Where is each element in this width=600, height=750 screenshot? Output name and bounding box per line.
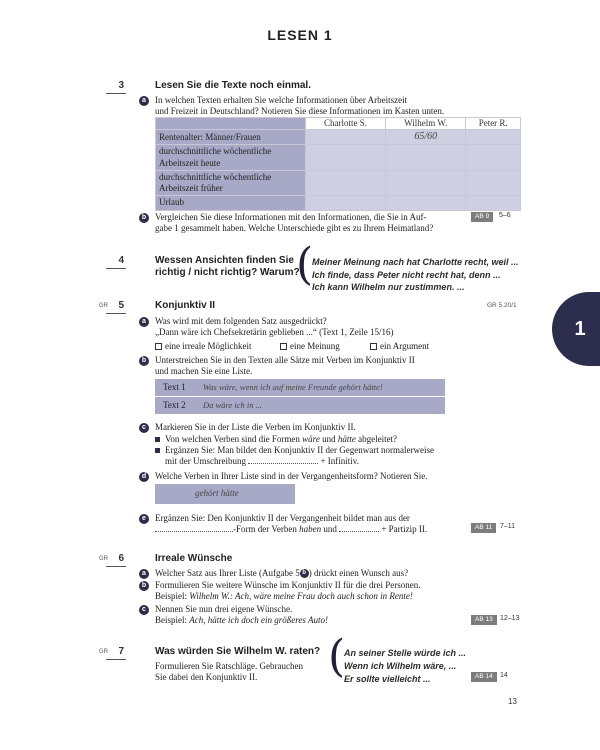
checkbox-icon[interactable] bbox=[280, 343, 287, 350]
table-cell[interactable] bbox=[386, 170, 466, 196]
exercise-heading: Wessen Ansichten finden Sie bbox=[155, 255, 294, 266]
exercise-number: 7 bbox=[106, 646, 126, 660]
exercise-number: 4 bbox=[106, 255, 126, 269]
bullet-e: e bbox=[139, 514, 149, 524]
workbook-ref-badge: AB 11 bbox=[471, 523, 496, 533]
speech-prompt: Er sollte vielleicht ... bbox=[344, 674, 431, 684]
exercise-heading: Lesen Sie die Texte noch einmal. bbox=[155, 80, 311, 91]
example-text: Beispiel: Wilhelm W.: Ach, wäre meine Frau doch auch schon in Rente! bbox=[155, 591, 413, 601]
checkbox-icon[interactable] bbox=[370, 343, 377, 350]
info-table bbox=[155, 117, 521, 211]
table-row-label: Urlaub bbox=[156, 196, 306, 210]
answer-box[interactable] bbox=[155, 484, 295, 504]
instruction-text: und machen Sie eine Liste. bbox=[155, 366, 253, 376]
bullet-d: d bbox=[139, 472, 149, 482]
instruction-text: Ergänzen Sie: Den Konjunktiv II der Vergangenheit bildet man aus der bbox=[155, 513, 410, 523]
sub-instruction: Ergänzen Sie: Man bildet den Konjunktiv II der Gegenwart normalerweise bbox=[155, 445, 434, 456]
table-cell[interactable] bbox=[306, 170, 386, 196]
list-row-label: Text 2 bbox=[163, 400, 186, 410]
bullet-b: b bbox=[139, 356, 149, 366]
option-argument[interactable] bbox=[370, 341, 429, 352]
table-cell[interactable] bbox=[466, 145, 521, 171]
bullet-c: c bbox=[139, 423, 149, 433]
table-row-label: durchschnittliche wöchentliche Arbeitszeit früher bbox=[156, 170, 306, 196]
bullet-a: a bbox=[139, 317, 149, 327]
table-header bbox=[156, 118, 306, 130]
workbook-ref-number: 5–6 bbox=[499, 212, 511, 219]
grammar-tag: GR bbox=[99, 649, 108, 655]
exercise-heading: Was würden Sie Wilhelm W. raten? bbox=[155, 646, 321, 657]
grammar-tag: GR bbox=[99, 303, 108, 309]
workbook-ref-badge: AB 13 bbox=[471, 615, 497, 625]
exercise-heading: Konjunktiv II bbox=[155, 300, 215, 311]
workbook-ref-number: 7–11 bbox=[500, 523, 516, 530]
bullet-b: b bbox=[139, 581, 149, 591]
list-row-value[interactable]: Da wäre ich in ... bbox=[203, 400, 262, 410]
example-text: Beispiel: Ach, hätte ich doch ein größeres Auto! bbox=[155, 615, 328, 625]
bullet-a: a bbox=[139, 569, 149, 579]
option-irreal[interactable] bbox=[155, 341, 251, 352]
option-label: eine Meinung bbox=[290, 341, 340, 351]
exercise-number: 6 bbox=[106, 553, 126, 567]
speech-prompt: Wenn ich Wilhelm wäre, ... bbox=[344, 661, 457, 671]
table-cell[interactable] bbox=[466, 170, 521, 196]
table-cell[interactable] bbox=[386, 145, 466, 171]
table-cell[interactable] bbox=[306, 145, 386, 171]
sub-instruction: Von welchen Verben sind die Formen wäre und hätte abgeleitet? bbox=[155, 434, 397, 445]
option-label: eine irreale Möglichkeit bbox=[165, 341, 252, 351]
bullet-b: b bbox=[139, 213, 149, 223]
instruction-text: Welche Verben in Ihrer Liste sind in der Vergangenheitsform? Notieren Sie. bbox=[155, 471, 428, 481]
workbook-ref-number: 14 bbox=[500, 672, 508, 679]
page-number: 13 bbox=[508, 697, 517, 706]
bracket-decoration: ( bbox=[296, 239, 314, 290]
sub-instruction-cont: mit der Umschreibung + Infinitiv. bbox=[165, 456, 359, 466]
table-cell[interactable] bbox=[306, 130, 386, 145]
instruction-text: Welcher Satz aus Ihrer Liste (Aufgabe 5 b ) drückt einen Wunsch aus? bbox=[155, 568, 409, 578]
fill-in-blank[interactable] bbox=[248, 463, 318, 464]
speech-prompt: Meiner Meinung nach hat Charlotte recht, weil ... bbox=[312, 257, 519, 267]
speech-prompt: Ich finde, dass Peter nicht recht hat, denn ... bbox=[312, 270, 501, 280]
instruction-text: Sie dabei den Konjunktiv II. bbox=[155, 672, 258, 682]
bracket-decoration: ( bbox=[328, 631, 346, 682]
list-row-label: Text 1 bbox=[163, 382, 186, 392]
square-bullet-icon bbox=[155, 448, 160, 453]
exercise-heading: Irreale Wünsche bbox=[155, 553, 233, 564]
instruction-text: Nennen Sie nun drei eigene Wünsche. bbox=[155, 604, 293, 614]
page-title: LESEN 1 bbox=[267, 27, 333, 43]
instruction-text: Markieren Sie in der Liste die Verben im Konjunktiv II. bbox=[155, 422, 356, 432]
answer-value: gehört hätte bbox=[195, 488, 239, 498]
table-cell[interactable] bbox=[386, 196, 466, 210]
table-cell[interactable] bbox=[466, 196, 521, 210]
grammar-tag: GR bbox=[99, 556, 108, 562]
table-row-label: Rentenalter: Männer/Frauen bbox=[156, 130, 306, 145]
instruction-text: Formulieren Sie Ratschläge. Gebrauchen bbox=[155, 661, 303, 671]
instruction-text: In welchen Texten erhalten Sie welche Informationen über Arbeitszeit bbox=[155, 95, 408, 105]
instruction-text: Unterstreichen Sie in den Texten alle Sätze mit Verben im Konjunktiv II bbox=[155, 355, 415, 365]
table-header: Wilhelm W. bbox=[386, 118, 466, 130]
bullet-c: c bbox=[139, 605, 149, 615]
exercise-number: 5 bbox=[106, 300, 126, 314]
option-meinung[interactable] bbox=[280, 341, 340, 352]
exercise-heading: richtig / nicht richtig? Warum? bbox=[155, 267, 300, 278]
square-bullet-icon bbox=[155, 437, 160, 442]
instruction-text: und Freizeit in Deutschland? Notieren Sie diese Informationen im Kasten unten. bbox=[155, 106, 445, 116]
list-row-value[interactable]: Was wäre, wenn ich auf meine Freunde gehört hätte! bbox=[203, 382, 383, 392]
table-cell[interactable] bbox=[466, 130, 521, 145]
list-row bbox=[155, 379, 445, 397]
instruction-text-fill: -Form der Verben haben und + Partizip II. bbox=[155, 524, 427, 535]
instruction-text: Was wird mit dem folgenden Satz ausgedrückt? bbox=[155, 316, 327, 326]
grammar-reference: GR 5.20/1 bbox=[487, 302, 517, 309]
table-row-label: durchschnittliche wöchentliche Arbeitszeit heute bbox=[156, 145, 306, 171]
workbook-ref-badge: AB 9 bbox=[471, 212, 493, 222]
checkbox-icon[interactable] bbox=[155, 343, 162, 350]
table-cell[interactable] bbox=[306, 196, 386, 210]
instruction-text: gabe 1 gesammelt haben. Welche Unterschiede gibt es zu Ihrem Heimatland? bbox=[155, 223, 434, 233]
instruction-text: Formulieren Sie weitere Wünsche im Konjunktiv II für die drei Personen. bbox=[155, 580, 421, 590]
workbook-ref-badge: AB 14 bbox=[471, 672, 497, 682]
table-header: Charlotte S. bbox=[306, 118, 386, 130]
bullet-d-inline: b bbox=[300, 569, 309, 578]
bullet-a: a bbox=[139, 96, 149, 106]
option-label: ein Argument bbox=[380, 341, 430, 351]
table-cell[interactable]: 65/60 bbox=[386, 130, 466, 145]
speech-prompt: An seiner Stelle würde ich ... bbox=[344, 648, 467, 658]
fill-in-blank[interactable] bbox=[155, 531, 233, 532]
instruction-text: Vergleichen Sie diese Informationen mit den Informationen, die Sie in Auf- bbox=[155, 212, 427, 222]
list-row bbox=[155, 397, 445, 414]
fill-in-blank[interactable] bbox=[339, 531, 379, 532]
instruction-text: „Dann wäre ich Chefsekretärin geblieben ...“ (Text 1, Zeile 15/16) bbox=[155, 327, 394, 337]
exercise-number: 3 bbox=[106, 80, 126, 94]
workbook-ref-number: 12–13 bbox=[500, 615, 520, 622]
table-header: Peter R. bbox=[466, 118, 521, 130]
speech-prompt: Ich kann Wilhelm nur zustimmen. ... bbox=[312, 282, 465, 292]
chapter-tab: 1 bbox=[552, 292, 600, 366]
